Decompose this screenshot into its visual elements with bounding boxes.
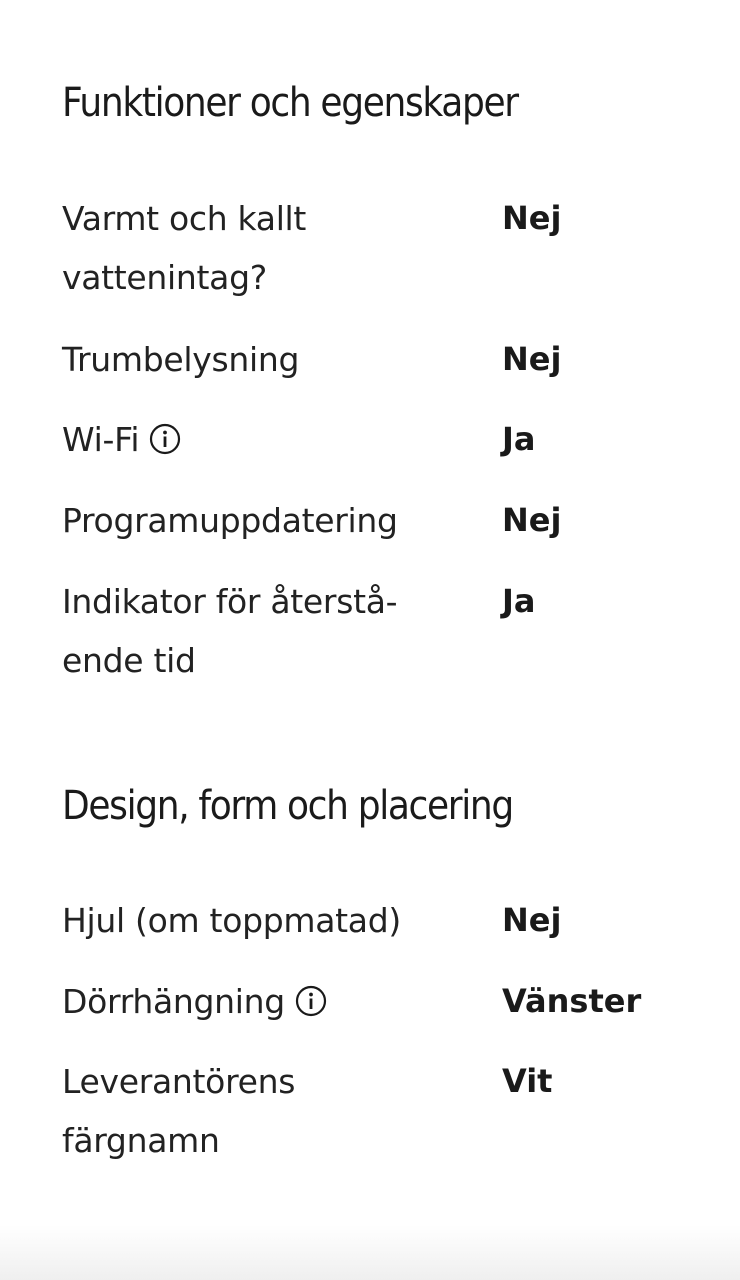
spec-label: Indikator för återstå- ende tid xyxy=(62,582,398,680)
spec-label: Varmt och kallt vattenintag? xyxy=(62,199,307,297)
section-title-features: Funktioner och egenskaper xyxy=(62,80,518,126)
section-title-design: Design, form och placering xyxy=(62,783,513,829)
spec-value: Vit xyxy=(502,1062,553,1100)
spec-label-wrap xyxy=(62,410,432,469)
spec-label: Trumbelysning xyxy=(62,340,300,379)
spec-value: Nej xyxy=(502,501,562,539)
spec-label: Programuppdatering xyxy=(62,501,398,540)
spec-label-wrap xyxy=(62,972,432,1031)
spec-label: Wi-Fi xyxy=(62,420,140,459)
spec-value: Ja xyxy=(502,582,536,620)
spec-value: Nej xyxy=(502,340,562,378)
spec-value: Nej xyxy=(502,901,562,939)
spec-label: Dörrhängning xyxy=(62,982,285,1021)
spec-value: Nej xyxy=(502,199,562,237)
spec-value: Vänster xyxy=(502,982,642,1020)
info-icon[interactable] xyxy=(149,423,181,455)
spec-label: Hjul (om toppmatad) xyxy=(62,901,401,940)
spec-label: Leverantörens färgnamn xyxy=(62,1062,296,1160)
spec-value: Ja xyxy=(502,420,536,458)
info-icon[interactable] xyxy=(295,985,327,1017)
